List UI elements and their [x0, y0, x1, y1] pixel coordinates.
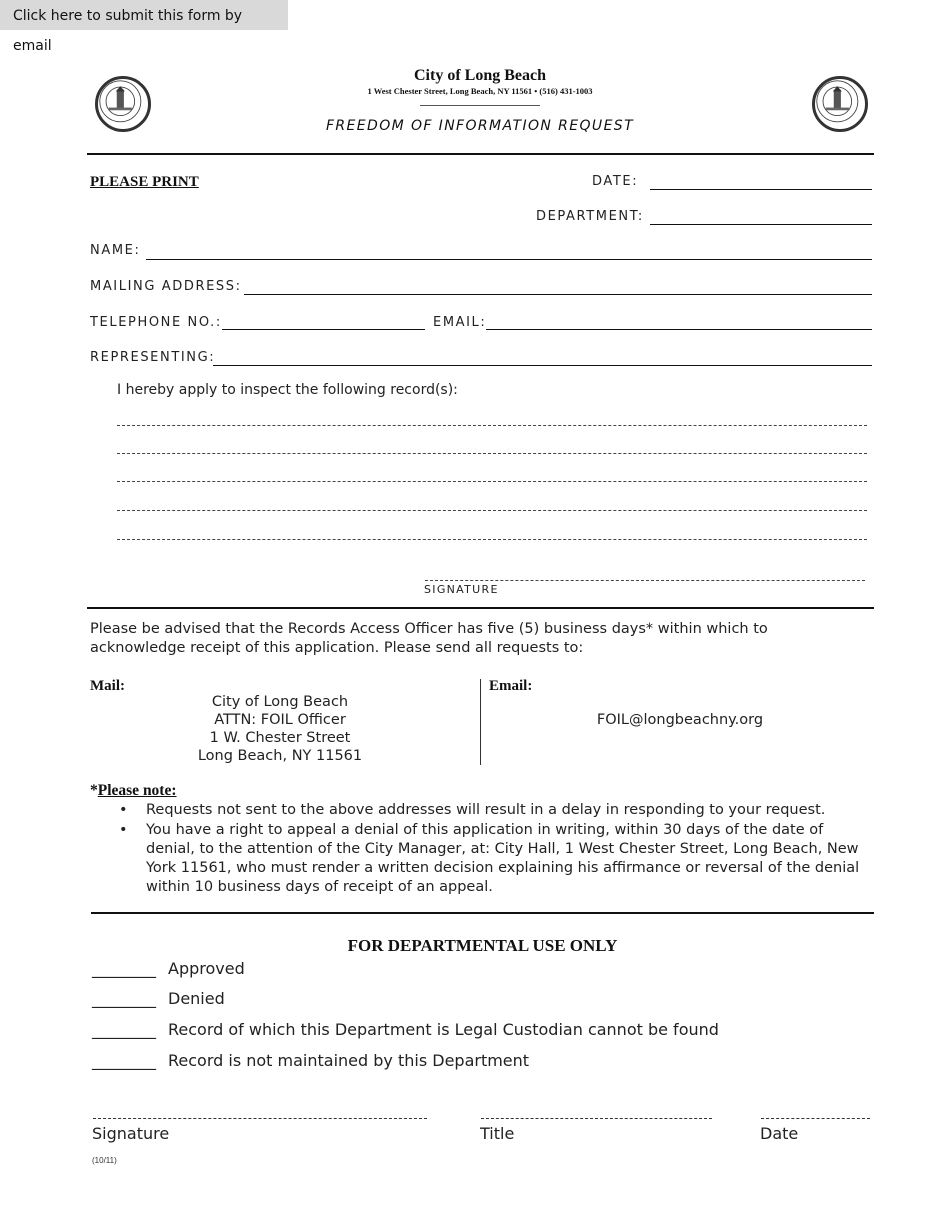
mailing-address-label: MAILING ADDRESS: [90, 279, 242, 294]
mail-line: Long Beach, NY 11561 [197, 748, 363, 764]
dept-date-field[interactable] [761, 1118, 870, 1119]
representing-field[interactable] [213, 365, 872, 366]
signature-label: SIGNATURE [424, 583, 499, 596]
mail-line: City of Long Beach [211, 694, 349, 710]
records-line[interactable] [117, 453, 867, 454]
denied-blank[interactable]: ________ [92, 989, 156, 1008]
please-note-heading [90, 782, 177, 800]
please-note-label: Please note: [97, 782, 177, 799]
dept-signature-label: Signature [92, 1124, 170, 1143]
note-text: Requests not sent to the above addresses will result in a delay in responding to your request. [146, 802, 826, 818]
note-item [119, 801, 876, 820]
records-line[interactable] [117, 510, 867, 511]
denied-row [92, 989, 225, 1008]
not-maintained-row [92, 1051, 529, 1070]
header-rule [87, 153, 874, 155]
approved-label: Approved [168, 959, 245, 978]
email-field[interactable] [486, 329, 872, 330]
approved-blank[interactable]: ________ [92, 959, 156, 978]
not-found-blank[interactable]: ________ [92, 1020, 156, 1039]
mailing-address-field[interactable] [244, 294, 872, 295]
approved-row [92, 959, 245, 978]
department-field[interactable] [650, 224, 872, 225]
signature-field[interactable] [425, 580, 865, 581]
apply-text: I hereby apply to inspect the following record(s): [117, 382, 458, 398]
departmental-heading: FOR DEPARTMENTAL USE ONLY [347, 936, 618, 955]
representing-label: REPRESENTING: [90, 350, 216, 365]
not-maintained-blank[interactable]: ________ [92, 1051, 156, 1070]
dept-title-label: Title [480, 1124, 515, 1143]
foil-email-address: FOIL@longbeachny.org [596, 712, 764, 728]
not-found-row [92, 1020, 719, 1039]
city-address: 1 West Chester Street, Long Beach, NY 11561 • (516) 431-1003 [367, 86, 593, 96]
date-label: DATE: [592, 174, 639, 189]
form-version: (10/11) [92, 1156, 117, 1165]
mail-line: ATTN: FOIL Officer [214, 712, 346, 728]
not-maintained-label: Record is not maintained by this Department [168, 1051, 530, 1070]
name-label: NAME: [90, 243, 141, 258]
section-rule [87, 607, 874, 609]
records-line[interactable] [117, 481, 867, 482]
mail-line: 1 W. Chester Street [209, 730, 351, 746]
note-asterisk: * [90, 782, 98, 799]
notes-list [90, 801, 876, 898]
email-heading: Email: [489, 678, 533, 694]
mail-address-block [180, 693, 380, 765]
advisory-text: Please be advised that the Records Access Officer has five (5) business days* within which to acknowledge receipt of this application. Please send all requests to: [90, 621, 768, 656]
department-label: DEPARTMENT: [536, 209, 644, 224]
note-text: You have a right to appeal a denial of this application in writing, within 30 days of the date of denial, to the attention of the City Manager, at: City Hall, 1 West Chester Street, Long Beach, New York 11561, who must render a written decision explaining his affirmance or reversal of the denial within 10 business days of receipt of an appeal. [146, 822, 860, 895]
please-print-label: PLEASE PRINT [90, 174, 199, 190]
bullet-icon: • [119, 802, 128, 818]
date-field[interactable] [650, 189, 872, 190]
departmental-rule [91, 912, 874, 914]
records-line[interactable] [117, 425, 867, 426]
email-label: EMAIL: [433, 315, 487, 330]
dept-date-label: Date [760, 1124, 799, 1143]
header-divider [420, 105, 540, 106]
not-found-label: Record of which this Department is Legal Custodian cannot be found [168, 1020, 719, 1039]
submit-by-email-button[interactable]: Click here to submit this form by email [0, 0, 288, 30]
dept-signature-field[interactable] [93, 1118, 427, 1119]
records-line[interactable] [117, 539, 867, 540]
form-title: FREEDOM OF INFORMATION REQUEST [325, 118, 635, 134]
telephone-field[interactable] [222, 329, 425, 330]
bullet-icon: • [119, 822, 128, 838]
telephone-label: TELEPHONE NO.: [90, 315, 222, 330]
note-item [119, 821, 876, 897]
mail-label: Mail: [90, 678, 125, 694]
city-name: City of Long Beach [414, 67, 546, 84]
denied-label: Denied [168, 989, 225, 1008]
dept-title-field[interactable] [481, 1118, 712, 1119]
name-field[interactable] [146, 259, 872, 260]
mail-email-divider [480, 679, 481, 765]
